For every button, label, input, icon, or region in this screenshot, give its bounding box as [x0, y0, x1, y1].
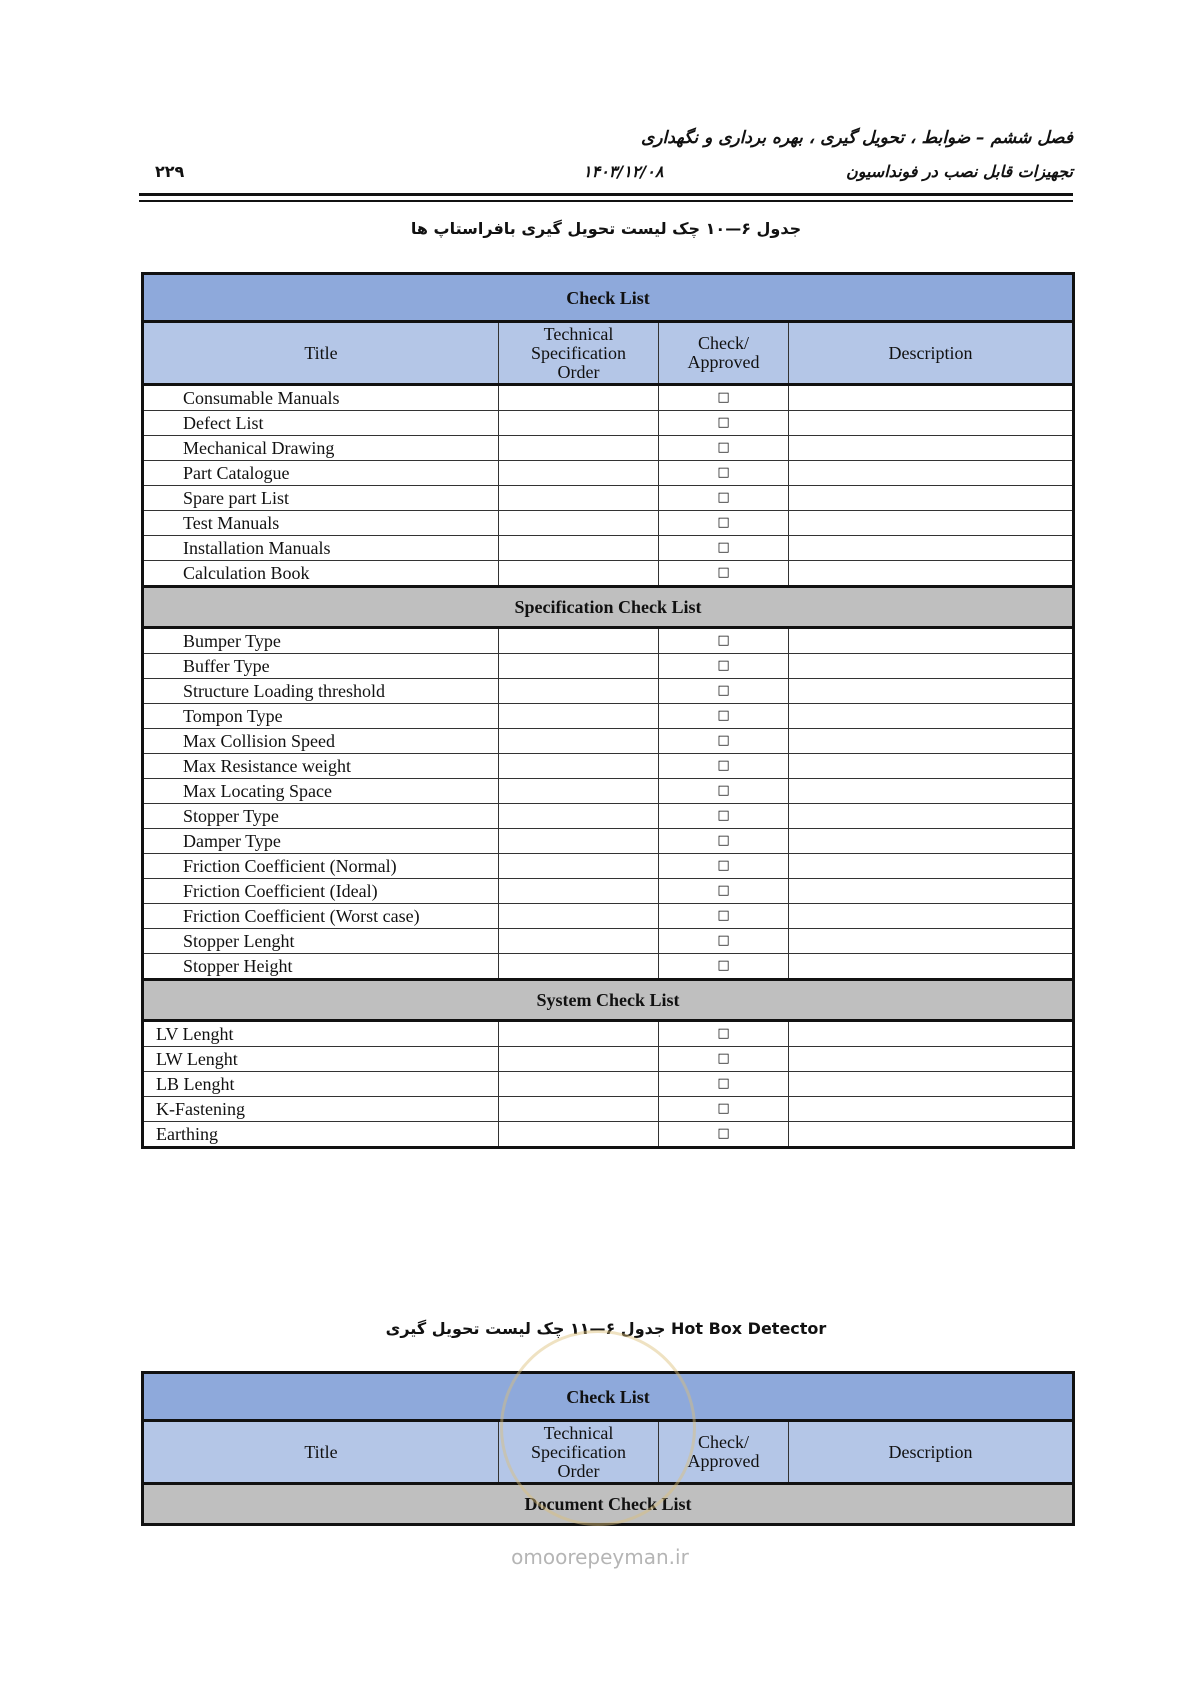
table2-caption: جدول ۶—۱۱ چک لیست تحویل گیری Hot Box Detector: [385, 1319, 827, 1338]
check-line-2: Approved: [687, 352, 760, 372]
row-title: Max Collision Speed: [143, 729, 499, 754]
table-row: [143, 536, 1074, 561]
description-cell[interactable]: [789, 385, 1074, 411]
technical-cell[interactable]: [499, 829, 659, 854]
row-title: LW Lenght: [143, 1047, 499, 1072]
description-cell[interactable]: [789, 628, 1074, 654]
table-row: [143, 1021, 1074, 1047]
approve-checkbox[interactable]: □: [659, 704, 789, 729]
approve-checkbox[interactable]: □: [659, 1072, 789, 1097]
technical-cell[interactable]: [499, 879, 659, 904]
approve-checkbox[interactable]: □: [659, 1047, 789, 1072]
table-row: [143, 1047, 1074, 1072]
technical-cell[interactable]: [499, 1097, 659, 1122]
description-cell[interactable]: [789, 829, 1074, 854]
watermark-seal-icon: [500, 1330, 696, 1526]
checklist-table-1: [141, 272, 1075, 1149]
approve-checkbox[interactable]: □: [659, 511, 789, 536]
technical-cell[interactable]: [499, 411, 659, 436]
table-row: [143, 704, 1074, 729]
description-cell[interactable]: [789, 1047, 1074, 1072]
approve-checkbox[interactable]: □: [659, 628, 789, 654]
table-row: [143, 1072, 1074, 1097]
row-title: Friction Coefficient (Normal): [143, 854, 499, 879]
row-title: Stopper Lenght: [143, 929, 499, 954]
row-title: Stopper Height: [143, 954, 499, 980]
row-title: Friction Coefficient (Worst case): [143, 904, 499, 929]
description-cell[interactable]: [789, 954, 1074, 980]
column-header-description: Description: [789, 1421, 1074, 1484]
approve-checkbox[interactable]: □: [659, 486, 789, 511]
approve-checkbox[interactable]: □: [659, 854, 789, 879]
column-header-description: Description: [789, 322, 1074, 385]
column-header-technical: [499, 322, 659, 385]
description-cell[interactable]: [789, 486, 1074, 511]
technical-cell[interactable]: [499, 779, 659, 804]
table-row: [143, 729, 1074, 754]
check-line-2: Approved: [687, 1451, 760, 1471]
column-header-title: Title: [143, 1421, 499, 1484]
technical-line-2: Specification: [531, 1441, 626, 1462]
technical-cell[interactable]: [499, 654, 659, 679]
technical-cell[interactable]: [499, 854, 659, 879]
approve-checkbox[interactable]: □: [659, 954, 789, 980]
table-row: [143, 511, 1074, 536]
technical-line-3: Order: [557, 361, 600, 382]
description-cell[interactable]: [789, 804, 1074, 829]
row-title: Max Locating Space: [143, 779, 499, 804]
approve-checkbox[interactable]: □: [659, 536, 789, 561]
technical-cell[interactable]: [499, 954, 659, 980]
page-number: ۲۲۹: [155, 162, 185, 181]
description-cell[interactable]: [789, 854, 1074, 879]
row-title: Damper Type: [143, 829, 499, 854]
row-title: Structure Loading threshold: [143, 679, 499, 704]
approve-checkbox[interactable]: □: [659, 779, 789, 804]
description-cell[interactable]: [789, 511, 1074, 536]
technical-cell[interactable]: [499, 1047, 659, 1072]
table-row: [143, 1122, 1074, 1148]
description-cell[interactable]: [789, 679, 1074, 704]
approve-checkbox[interactable]: □: [659, 385, 789, 411]
technical-cell[interactable]: [499, 904, 659, 929]
description-cell[interactable]: [789, 929, 1074, 954]
approve-checkbox[interactable]: □: [659, 561, 789, 587]
technical-cell[interactable]: [499, 561, 659, 587]
technical-line-3: Order: [557, 1460, 600, 1481]
table-title: Check List: [143, 274, 1074, 322]
technical-cell[interactable]: [499, 486, 659, 511]
row-title: Friction Coefficient (Ideal): [143, 879, 499, 904]
technical-cell[interactable]: [499, 385, 659, 411]
section-specification-check-list: Specification Check List: [143, 587, 1074, 628]
row-title: Part Catalogue: [143, 461, 499, 486]
technical-cell[interactable]: [499, 804, 659, 829]
approve-checkbox[interactable]: □: [659, 1097, 789, 1122]
table-row: [143, 779, 1074, 804]
table-row: [143, 436, 1074, 461]
row-title: K-Fastening: [143, 1097, 499, 1122]
section-document-check-list: Document Check List: [143, 1484, 1074, 1525]
approve-checkbox[interactable]: □: [659, 829, 789, 854]
table-row: [143, 954, 1074, 980]
technical-cell[interactable]: [499, 679, 659, 704]
row-title: Max Resistance weight: [143, 754, 499, 779]
technical-cell[interactable]: [499, 1021, 659, 1047]
description-cell[interactable]: [789, 1122, 1074, 1148]
description-cell[interactable]: [789, 1072, 1074, 1097]
description-cell[interactable]: [789, 729, 1074, 754]
technical-cell[interactable]: [499, 461, 659, 486]
table-row: [143, 829, 1074, 854]
row-title: Defect List: [143, 411, 499, 436]
row-title: Earthing: [143, 1122, 499, 1148]
row-title: Consumable Manuals: [143, 385, 499, 411]
watermark-text: omoorepeyman.ir: [511, 1545, 689, 1569]
approve-checkbox[interactable]: □: [659, 729, 789, 754]
technical-cell[interactable]: [499, 536, 659, 561]
approve-checkbox[interactable]: □: [659, 461, 789, 486]
description-cell[interactable]: [789, 704, 1074, 729]
table-row: [143, 1097, 1074, 1122]
row-title: Test Manuals: [143, 511, 499, 536]
table-row: [143, 486, 1074, 511]
table-title: Check List: [143, 1373, 1074, 1421]
approve-checkbox[interactable]: □: [659, 679, 789, 704]
technical-line-1: Technical: [543, 323, 614, 344]
table-row: [143, 854, 1074, 879]
row-title: Spare part List: [143, 486, 499, 511]
description-cell[interactable]: [789, 779, 1074, 804]
description-cell[interactable]: [789, 654, 1074, 679]
row-title: LV Lenght: [143, 1021, 499, 1047]
row-title: Calculation Book: [143, 561, 499, 587]
column-header-check: [659, 322, 789, 385]
check-line-1: Check/: [698, 1432, 749, 1452]
row-title: Bumper Type: [143, 628, 499, 654]
column-header-title: Title: [143, 322, 499, 385]
row-title: LB Lenght: [143, 1072, 499, 1097]
table1-caption: جدول ۶—۱۰ چک لیست تحویل گیری بافراستاپ ها: [410, 219, 802, 238]
description-cell[interactable]: [789, 1021, 1074, 1047]
approve-checkbox[interactable]: □: [659, 804, 789, 829]
section-system-check-list: System Check List: [143, 980, 1074, 1021]
technical-cell[interactable]: [499, 436, 659, 461]
header-rule-thin: [139, 200, 1073, 202]
table-row: [143, 904, 1074, 929]
approve-checkbox[interactable]: □: [659, 904, 789, 929]
approve-checkbox[interactable]: □: [659, 929, 789, 954]
row-title: Mechanical Drawing: [143, 436, 499, 461]
technical-cell[interactable]: [499, 1072, 659, 1097]
technical-line-2: Specification: [531, 342, 626, 363]
technical-cell[interactable]: [499, 754, 659, 779]
table-row: [143, 654, 1074, 679]
description-cell[interactable]: [789, 754, 1074, 779]
table-row: [143, 411, 1074, 436]
approve-checkbox[interactable]: □: [659, 1021, 789, 1047]
row-title: Installation Manuals: [143, 536, 499, 561]
table-row: [143, 879, 1074, 904]
approve-checkbox[interactable]: □: [659, 1122, 789, 1148]
description-cell[interactable]: [789, 436, 1074, 461]
technical-cell[interactable]: [499, 929, 659, 954]
description-cell[interactable]: [789, 461, 1074, 486]
technical-cell[interactable]: [499, 511, 659, 536]
description-cell[interactable]: [789, 536, 1074, 561]
description-cell[interactable]: [789, 411, 1074, 436]
table-row: [143, 561, 1074, 587]
header-rule-thick: [139, 193, 1073, 196]
approve-checkbox[interactable]: □: [659, 879, 789, 904]
technical-cell[interactable]: [499, 729, 659, 754]
description-cell[interactable]: [789, 904, 1074, 929]
technical-cell[interactable]: [499, 628, 659, 654]
approve-checkbox[interactable]: □: [659, 411, 789, 436]
description-cell[interactable]: [789, 561, 1074, 587]
table-row: [143, 385, 1074, 411]
header-date: ۱۴۰۳/۱۲/۰۸: [583, 162, 664, 181]
table-row: [143, 929, 1074, 954]
row-title: Buffer Type: [143, 654, 499, 679]
description-cell[interactable]: [789, 879, 1074, 904]
row-title: Stopper Type: [143, 804, 499, 829]
section-title: تجهیزات قابل نصب در فونداسیون: [845, 162, 1073, 181]
table-row: [143, 804, 1074, 829]
approve-checkbox[interactable]: □: [659, 654, 789, 679]
table-row: [143, 461, 1074, 486]
chapter-title: فصل ششم – ضوابط ، تحویل گیری ، بهره برداری و نگهداری: [641, 128, 1073, 148]
table-row: [143, 628, 1074, 654]
approve-checkbox[interactable]: □: [659, 754, 789, 779]
table-row: [143, 679, 1074, 704]
technical-cell[interactable]: [499, 1122, 659, 1148]
description-cell[interactable]: [789, 1097, 1074, 1122]
table-row: [143, 754, 1074, 779]
row-title: Tompon Type: [143, 704, 499, 729]
technical-line-1: Technical: [543, 1422, 614, 1443]
technical-cell[interactable]: [499, 704, 659, 729]
check-line-1: Check/: [698, 333, 749, 353]
approve-checkbox[interactable]: □: [659, 436, 789, 461]
